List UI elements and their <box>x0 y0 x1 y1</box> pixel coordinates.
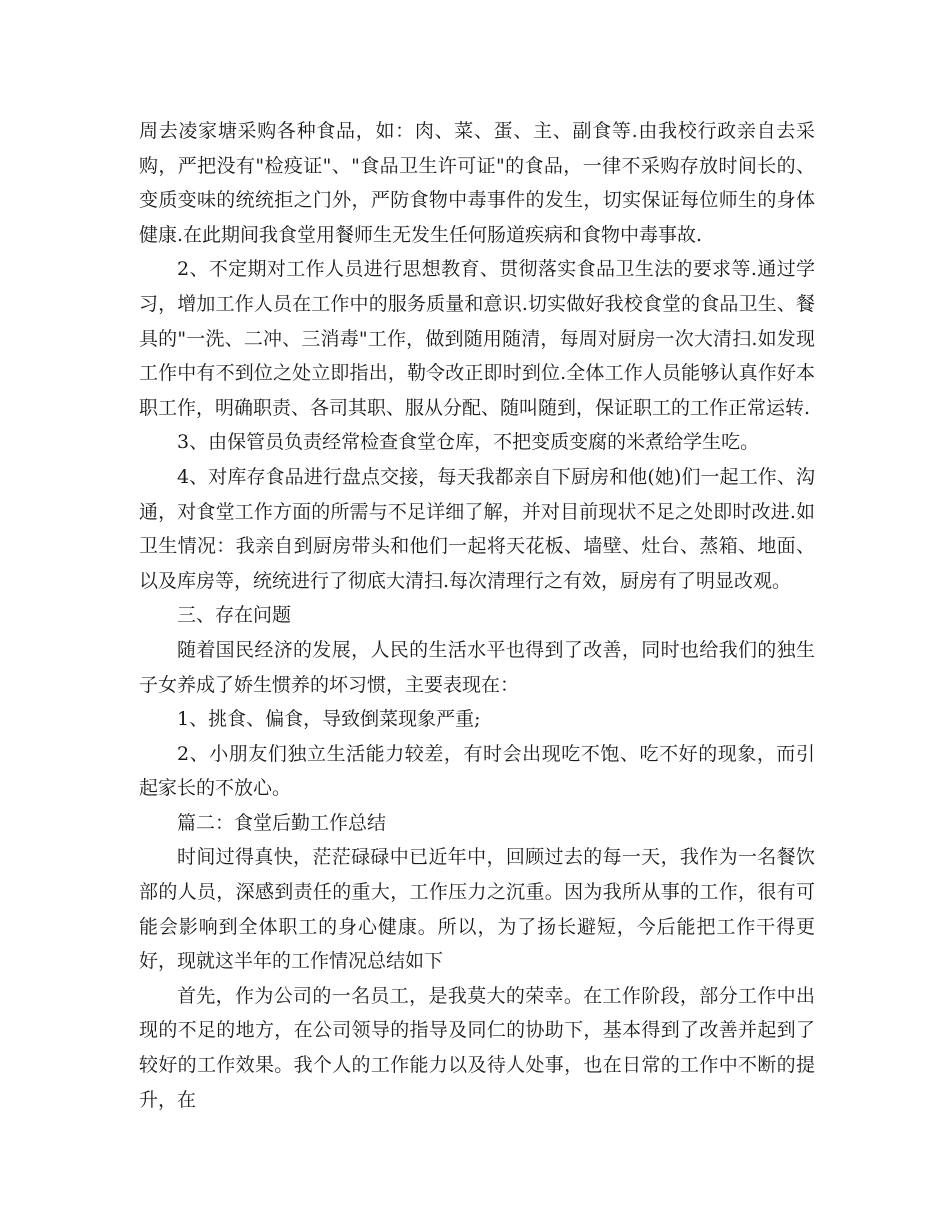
paragraph-item-4: 4、对库存食品进行盘点交接，每天我都亲自下厨房和他(她)们一起工作、沟通，对食堂工作方面的所需与不足详细了解，并对目前现状不足之处即时改进.如卫生情况：我亲自到厨房带头和他们一起将天花板、墙壁、灶台、蒸箱、地面、以及库房等，统统进行了彻底大清扫.每次清理行之有效，厨房有了明显改观。 <box>139 465 815 592</box>
paragraph-continued: 周去凌家塘采购各种食品，如：肉、菜、蛋、主、副食等.由我校行政亲自去采购，严把没有"检疫证"、"食品卫生许可证"的食品，一律不采购存放时间长的、变质变味的统统拒之门外，严防食物中毒事件的发生，切实保证每位师生的身体健康.在此期间我食堂用餐师生无发生任何肠道疾病和食物中毒事故. <box>139 120 815 246</box>
paragraph-problem-1: 1、挑食、偏食，导致倒菜现象严重; <box>177 708 481 731</box>
paragraph-item-2: 2、不定期对工作人员进行思想教育、贯彻落实食品卫生法的要求等.通过学习，增加工作人员在工作中的服务质量和意识.切实做好我校食堂的食品卫生、餐具的"一洗、二冲、三消毒"工作，做到随用随清，每周对厨房一次大清扫.如发现工作中有不到位之处立即指出，勒令改正即时到位.全体工作人员能够认真作好本职工作，明确职责、各司其职、服从分配、随叫随到，保证职工的工作正常运转. <box>139 258 815 419</box>
section-heading-part-two: 篇二：食堂后勤工作总结 <box>177 811 387 834</box>
paragraph-part-two-intro: 时间过得真快，茫茫碌碌中已近年中，回顾过去的每一天，我作为一名餐饮部的人员，深感到责任的重大，工作压力之沉重。因为我所从事的工作，很有可能会影响到全体职工的身心健康。所以，为了扬长避短，今后能把工作干得更好，现就这半年的工作情况总结如下 <box>139 846 815 973</box>
document-page <box>139 114 815 1117</box>
paragraph-part-two-first: 首先，作为公司的一名员工，是我莫大的荣幸。在工作阶段，部分工作中出现的不足的地方，在公司领导的指导及同仁的协助下，基本得到了改善并起到了较好的工作效果。我个人的工作能力以及待人处事，也在日常的工作中不断的提升，在 <box>139 984 815 1111</box>
paragraph-item-3: 3、由保管员负责经常检查食堂仓库，不把变质变腐的米煮给学生吃。 <box>177 431 760 454</box>
section-heading-problems: 三、存在问题 <box>177 604 292 627</box>
paragraph-problems-intro: 随着国民经济的发展，人民的生活水平也得到了改善，同时也给我们的独生子女养成了娇生惯养的坏习惯，主要表现在： <box>139 638 815 696</box>
paragraph-problem-2: 2、小朋友们独立生活能力较差，有时会出现吃不饱、吃不好的现象，而引起家长的不放心。 <box>139 742 815 800</box>
